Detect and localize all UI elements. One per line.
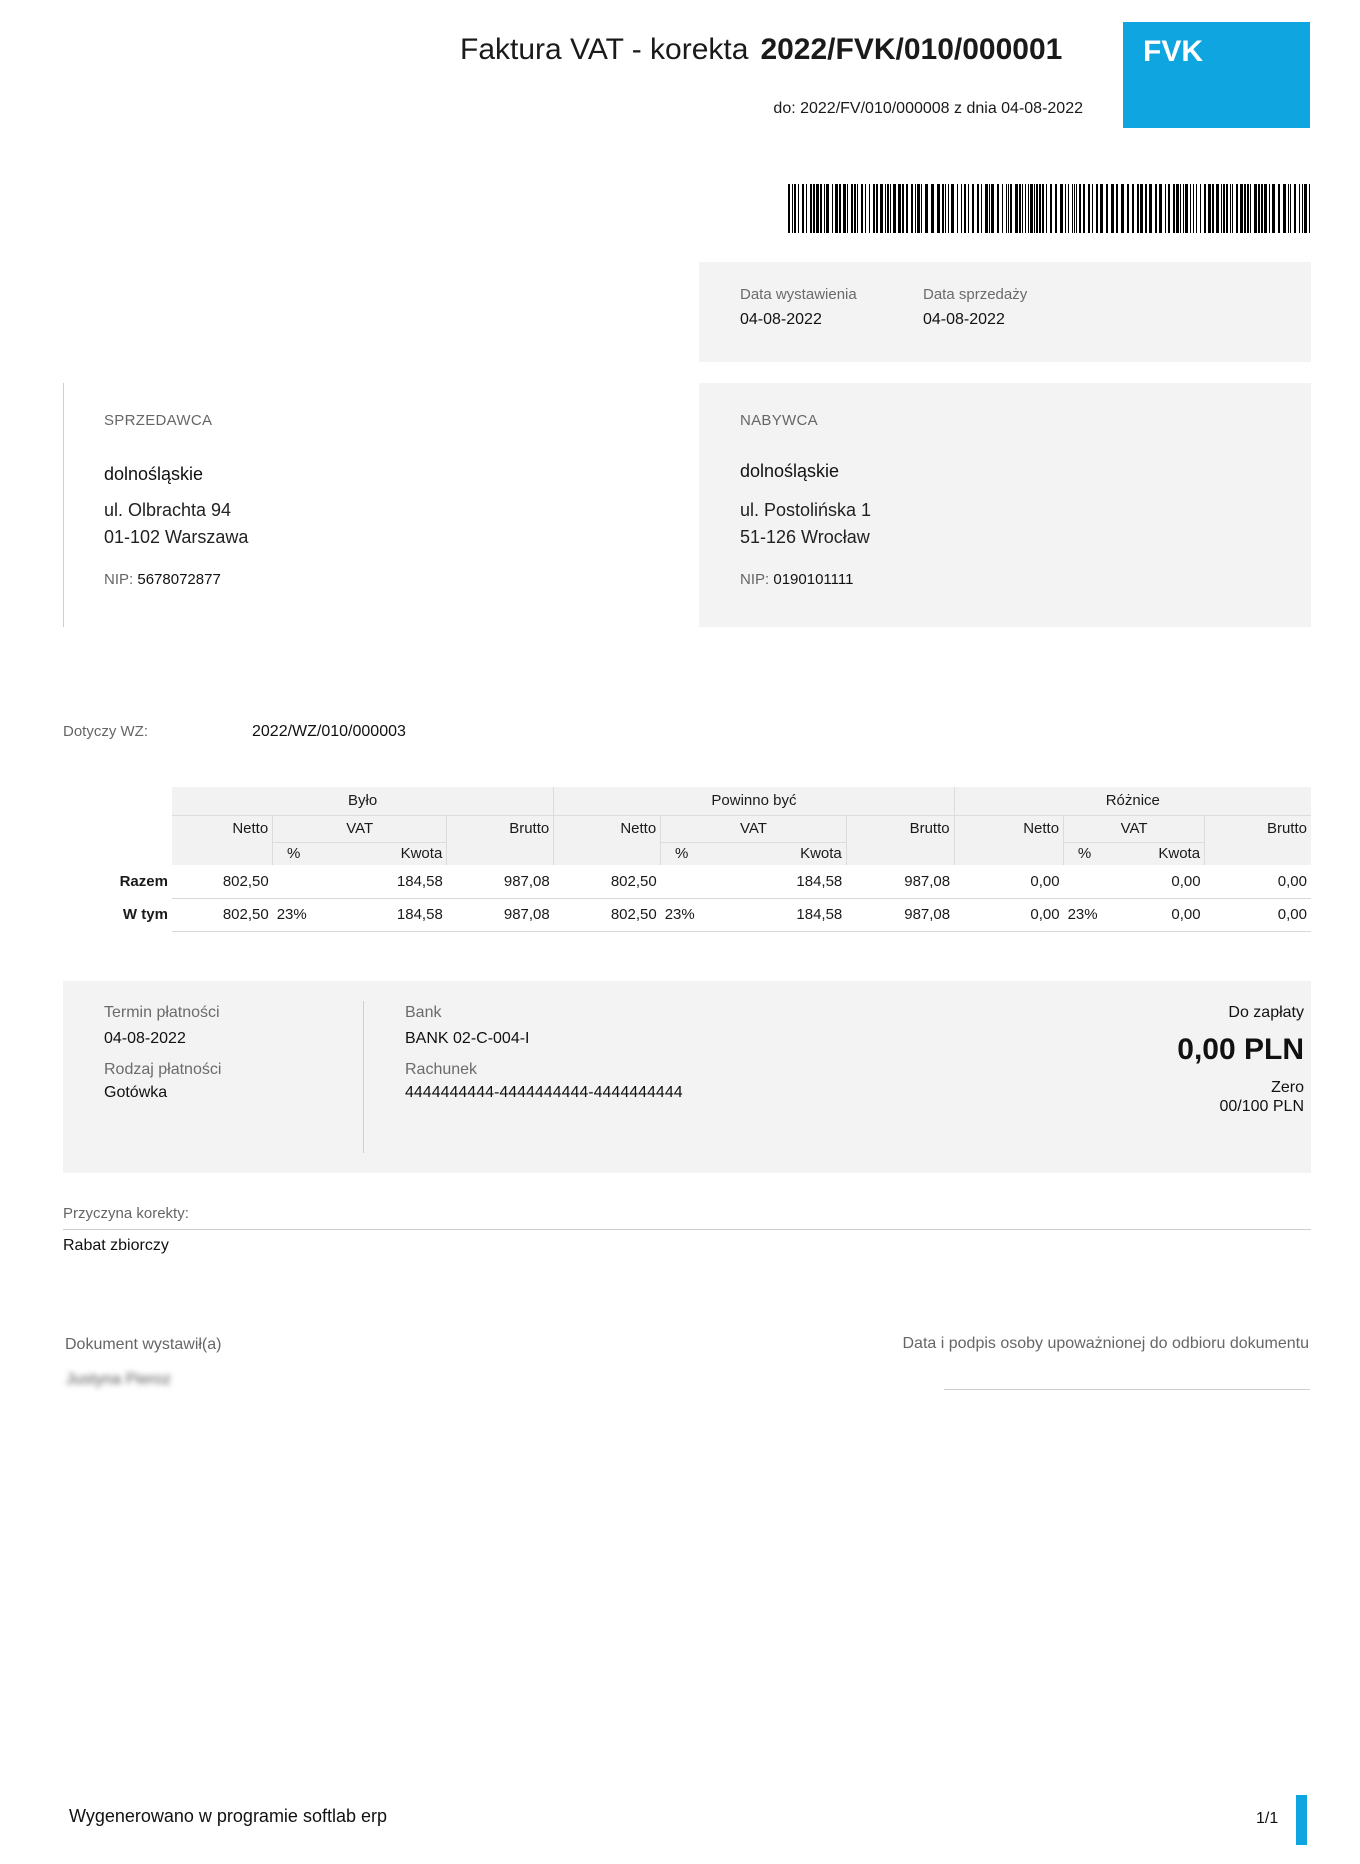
buyer-street: ul. Postolińska 1 — [740, 500, 872, 520]
buyer-nip-label: NIP: — [740, 571, 770, 588]
buyer-panel — [699, 383, 1311, 627]
table-column-header — [100, 815, 1311, 842]
buyer-name: dolnośląskie — [740, 461, 840, 481]
cell-kwota: 0,00 — [1105, 865, 1204, 898]
cell-kwota: 184,58 — [314, 898, 447, 931]
buyer-heading: NABYWCA — [740, 412, 818, 429]
issue-date-value: 04-08-2022 — [740, 311, 822, 328]
account-value: 4444444444-4444444444-4444444444 — [405, 1084, 683, 1101]
buyer-nip — [740, 571, 853, 588]
cell-brutto: 987,08 — [447, 898, 554, 931]
cell-pct: 23% — [661, 898, 703, 931]
cell-netto: 0,00 — [954, 865, 1063, 898]
account-label: Rachunek — [405, 1061, 478, 1078]
seller-nip — [104, 571, 221, 588]
seller-nip-label: NIP: — [104, 571, 134, 588]
correction-reason-value: Rabat zbiorczy — [63, 1237, 169, 1254]
cell-kwota: 184,58 — [314, 865, 447, 898]
buyer-nip-value: 0190101111 — [773, 571, 854, 588]
amount-due-label: Do zapłaty — [1228, 1004, 1304, 1021]
original-invoice-reference: do: 2022/FV/010/000008 z dnia 04-08-2022 — [773, 100, 1083, 117]
cell-brutto: 987,08 — [846, 865, 954, 898]
seller-street: ul. Olbrachta 94 — [104, 500, 232, 520]
sale-date-value: 04-08-2022 — [923, 311, 1005, 328]
page-number: 1/1 — [1256, 1810, 1279, 1827]
seller-heading: SPRZEDAWCA — [104, 412, 213, 429]
cell-kwota: 184,58 — [702, 865, 846, 898]
vat-summary-table — [100, 787, 1311, 932]
cell-pct — [661, 865, 703, 898]
col-vat: VAT — [661, 815, 847, 842]
cell-brutto: 987,08 — [846, 898, 954, 931]
payment-term-value: 04-08-2022 — [104, 1030, 186, 1047]
signature-line — [944, 1389, 1310, 1390]
amount-due-words-1: Zero — [1271, 1079, 1304, 1096]
cell-kwota: 184,58 — [702, 898, 846, 931]
barcode — [788, 184, 1310, 233]
cell-netto: 0,00 — [954, 898, 1063, 931]
col-kwota: Kwota — [1105, 842, 1204, 865]
group-powinno: Powinno być — [554, 787, 954, 815]
document-type: Faktura VAT - korekta — [460, 33, 749, 66]
payment-panel — [63, 981, 1311, 1173]
group-bylo: Było — [172, 787, 554, 815]
table-row — [100, 865, 1311, 898]
amount-due-value: 0,00 PLN — [1177, 1033, 1304, 1066]
amount-due-words-2: 00/100 PLN — [1219, 1098, 1304, 1115]
correction-divider — [63, 1229, 1311, 1230]
payment-term-label: Termin płatności — [104, 1004, 220, 1021]
cell-netto: 802,50 — [554, 865, 661, 898]
cell-netto: 802,50 — [172, 898, 273, 931]
cell-pct — [1064, 865, 1106, 898]
seller-city: 01-102 Warszawa — [104, 527, 249, 547]
cell-netto: 802,50 — [172, 865, 273, 898]
row-label: W tym — [100, 898, 172, 931]
issued-by-value: Justyna Pieroz — [66, 1371, 171, 1388]
seller-name: dolnośląskie — [104, 464, 204, 484]
wz-label: Dotyczy WZ: — [63, 723, 148, 740]
wz-value: 2022/WZ/010/000003 — [252, 723, 406, 740]
col-pct: % — [273, 842, 315, 865]
footer-accent-bar — [1296, 1795, 1307, 1845]
col-vat: VAT — [273, 815, 447, 842]
col-kwota: Kwota — [314, 842, 447, 865]
col-brutto: Brutto — [447, 815, 554, 842]
table-subheader — [100, 842, 1311, 865]
sale-date-label: Data sprzedaży — [923, 286, 1028, 303]
payment-divider — [363, 1001, 364, 1153]
seller-nip-value: 5678072877 — [137, 571, 221, 588]
receiver-signature-label: Data i podpis osoby upoważnionej do odbioru dokumentu — [902, 1335, 1309, 1352]
col-kwota: Kwota — [702, 842, 846, 865]
row-label: Razem — [100, 865, 172, 898]
issue-date-label: Data wystawienia — [740, 286, 857, 303]
col-vat: VAT — [1064, 815, 1205, 842]
cell-brutto: 987,08 — [447, 865, 554, 898]
payment-type-value: Gotówka — [104, 1084, 168, 1101]
cell-kwota: 0,00 — [1105, 898, 1204, 931]
bank-value: BANK 02-C-004-I — [405, 1030, 530, 1047]
issued-by-label: Dokument wystawił(a) — [65, 1336, 222, 1353]
bank-label: Bank — [405, 1004, 442, 1021]
col-brutto: Brutto — [1205, 815, 1311, 842]
buyer-city: 51-126 Wrocław — [740, 527, 870, 547]
footer-generated: Wygenerowano w programie softlab erp — [69, 1806, 387, 1826]
document-title — [460, 33, 1062, 67]
table-group-header — [100, 787, 1311, 815]
seller-panel — [63, 383, 683, 627]
table-row — [100, 898, 1311, 931]
col-netto: Netto — [172, 815, 273, 842]
col-brutto: Brutto — [846, 815, 954, 842]
cell-brutto: 0,00 — [1205, 898, 1311, 931]
col-pct: % — [661, 842, 703, 865]
cell-netto: 802,50 — [554, 898, 661, 931]
cell-pct: 23% — [273, 898, 315, 931]
payment-type-label: Rodzaj płatności — [104, 1061, 222, 1078]
cell-pct — [273, 865, 315, 898]
group-roznice: Różnice — [954, 787, 1311, 815]
correction-reason-label: Przyczyna korekty: — [63, 1205, 189, 1222]
document-number: 2022/FVK/010/000001 — [760, 33, 1063, 66]
col-pct: % — [1064, 842, 1106, 865]
dates-panel — [699, 262, 1311, 362]
document-type-badge: FVK — [1123, 22, 1310, 128]
col-netto: Netto — [554, 815, 661, 842]
col-netto: Netto — [954, 815, 1063, 842]
cell-brutto: 0,00 — [1205, 865, 1311, 898]
cell-pct: 23% — [1064, 898, 1106, 931]
